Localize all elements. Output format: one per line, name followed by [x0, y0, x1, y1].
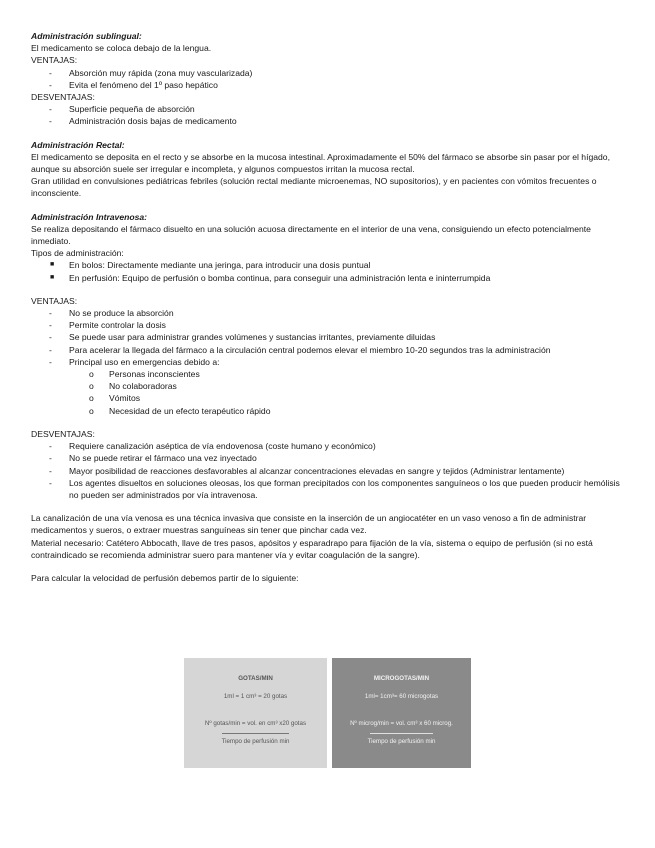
- dash-bullet-icon: -: [49, 344, 52, 355]
- list-item: - Principal uso en emergencias debido a:: [49, 356, 220, 367]
- canalizacion-paragraph: La canalización de una vía venosa es una técnica invasiva que consiste en la inserción de un angiocatéter en un vaso venoso a fin de administrar medicamentos y sueros, o extraer muestras sanguíneas sin tener que pinchar cada vez.: [31, 513, 587, 536]
- list-item: - Superficie pequeña de absorción: [49, 104, 195, 115]
- gotas-formula-box: [184, 658, 327, 768]
- perfusion-formulas-figure: [184, 658, 471, 768]
- dash-bullet-icon: -: [49, 79, 52, 90]
- list-item: - Evita el fenómeno del 1º paso hepático: [49, 79, 218, 90]
- circle-bullet-icon: o: [89, 369, 94, 380]
- material-paragraph: Material necesario: Catétero Abbocath, llave de tres pasos, apósitos y esparadrapo para fijación de la vía, sistema o equipo de perfusión (si no está contraindicado se recomienda administrar suero para mantener vía y evitar coagulación de la sangre).: [31, 537, 593, 560]
- microgotas-equivalence: 1ml= 1cm³= 60 microgotas: [364, 693, 439, 700]
- microgotas-numerator: Nº microg/min = vol. cm³ x 60 microg.: [350, 720, 453, 727]
- rectal-paragraph-1: El medicamento se deposita en el recto y se absorbe en la mucosa intestinal. Aproximadamente el 50% del fármaco se absorbe sin pasar por el hígado, aunque su absorción suele ser irregular e incompleta, y algunos compuestos irritan la mucosa rectal.: [31, 151, 610, 175]
- velocidad-paragraph: Para calcular la velocidad de perfusión debemos partir de lo siguiente:: [31, 572, 299, 583]
- dash-bullet-icon: -: [49, 356, 52, 367]
- circle-bullet-icon: o: [89, 381, 94, 392]
- intravenosa-description: Se realiza depositando el fármaco disuelto en una solución acuosa directamente en el interior de una vena, consiguiendo un efecto potencialmente inmediato.: [31, 223, 591, 247]
- list-item: o No colaboradoras: [89, 381, 177, 392]
- heading-rectal: Administración Rectal:: [31, 139, 125, 150]
- dash-bullet-icon: -: [49, 332, 52, 343]
- list-item: - Administración dosis bajas de medicamento: [49, 116, 237, 127]
- document-content: [31, 30, 631, 584]
- dash-bullet-icon: -: [49, 104, 52, 115]
- tipos-label: Tipos de administración:: [31, 248, 124, 259]
- square-bullet-icon: ■: [50, 273, 55, 281]
- dash-bullet-icon: -: [49, 308, 52, 319]
- square-bullet-icon: ■: [50, 261, 55, 269]
- intravenosa-desventajas-list: [31, 440, 631, 501]
- list-item: o Necesidad de un efecto terapéutico rápido: [89, 405, 271, 416]
- microgotas-denominator: Tiempo de perfusión min: [367, 738, 436, 745]
- dash-bullet-icon: -: [49, 465, 52, 476]
- fraction-line: [370, 733, 433, 734]
- microgotas-formula-box: [332, 658, 471, 768]
- list-item: - Los agentes disueltos en soluciones oleosas, los que forman precipitados con los componentes sanguíneos o los que pueden producir hemólisis no pueden ser administrados por vía intravenosa.: [49, 477, 620, 500]
- list-item: ■ En bolos: Directamente mediante una jeringa, para introducir una dosis puntual: [50, 260, 371, 271]
- list-item: - Se puede usar para administrar grandes volúmenes y sustancias irritantes, previamente diluidas: [49, 332, 436, 343]
- list-item: ■ En perfusión: Equipo de perfusión o bomba continua, para conseguir una administración lenta e ininterrumpida: [50, 272, 491, 283]
- list-item: - Requiere canalización aséptica de vía endovenosa (coste humano y económico): [49, 441, 376, 452]
- list-item: - Mayor posibilidad de reacciones desfavorables al alcanzar concentraciones elevadas en sangre y tejidos (Administrar lentamente): [49, 465, 565, 476]
- dash-bullet-icon: -: [49, 441, 52, 452]
- sublingual-ventajas-label: VENTAJAS:: [31, 55, 78, 66]
- gotas-denominator: Tiempo de perfusión min: [221, 738, 290, 745]
- sublingual-ventajas-list: [31, 67, 631, 91]
- fraction-line: [222, 733, 289, 734]
- intravenosa-ventajas-label: VENTAJAS:: [31, 295, 78, 306]
- microgotas-title: MICROGOTAS/MIN: [373, 675, 430, 682]
- heading-sublingual: Administración sublingual:: [31, 31, 142, 41]
- list-item: o Vómitos: [89, 393, 141, 404]
- list-item: - No se produce la absorción: [49, 308, 174, 319]
- list-item: o Personas inconscientes: [89, 369, 200, 380]
- sublingual-description: El medicamento se coloca debajo de la lengua.: [31, 43, 212, 54]
- dash-bullet-icon: -: [49, 477, 52, 488]
- rectal-paragraph-2: Gran utilidad en convulsiones pediátricas febriles (solución rectal mediante microenemas, NO supositorios), y en pacientes con vómitos frecuentes o inconsciente.: [31, 176, 597, 199]
- list-item: - Para acelerar la llegada del fármaco a la circulación central podemos elevar el miembro 10-20 segundos tras la administración: [49, 344, 551, 355]
- dash-bullet-icon: -: [49, 453, 52, 464]
- list-item: - No se puede retirar el fármaco una vez inyectado: [49, 453, 257, 464]
- tipos-list: [31, 259, 631, 283]
- emergencias-list: [31, 368, 631, 417]
- dash-bullet-icon: -: [49, 67, 52, 78]
- intravenosa-desventajas-label: DESVENTAJAS:: [31, 428, 95, 439]
- list-item: - Absorción muy rápida (zona muy vascularizada): [49, 67, 253, 78]
- dash-bullet-icon: -: [49, 320, 52, 331]
- circle-bullet-icon: o: [89, 405, 94, 416]
- sublingual-desventajas-label: DESVENTAJAS:: [31, 92, 95, 103]
- sublingual-desventajas-list: [31, 103, 631, 127]
- list-item: - Permite controlar la dosis: [49, 320, 166, 331]
- gotas-title: GOTAS/MIN: [238, 675, 273, 682]
- heading-intravenosa: Administración Intravenosa:: [31, 211, 148, 222]
- dash-bullet-icon: -: [49, 116, 52, 127]
- intravenosa-ventajas-list: [31, 307, 631, 368]
- gotas-equivalence: 1ml = 1 cm³ = 20 gotas: [223, 693, 288, 700]
- circle-bullet-icon: o: [89, 393, 94, 404]
- gotas-numerator: Nº gotas/min = vol. en cm³ x20 gotas: [204, 720, 307, 727]
